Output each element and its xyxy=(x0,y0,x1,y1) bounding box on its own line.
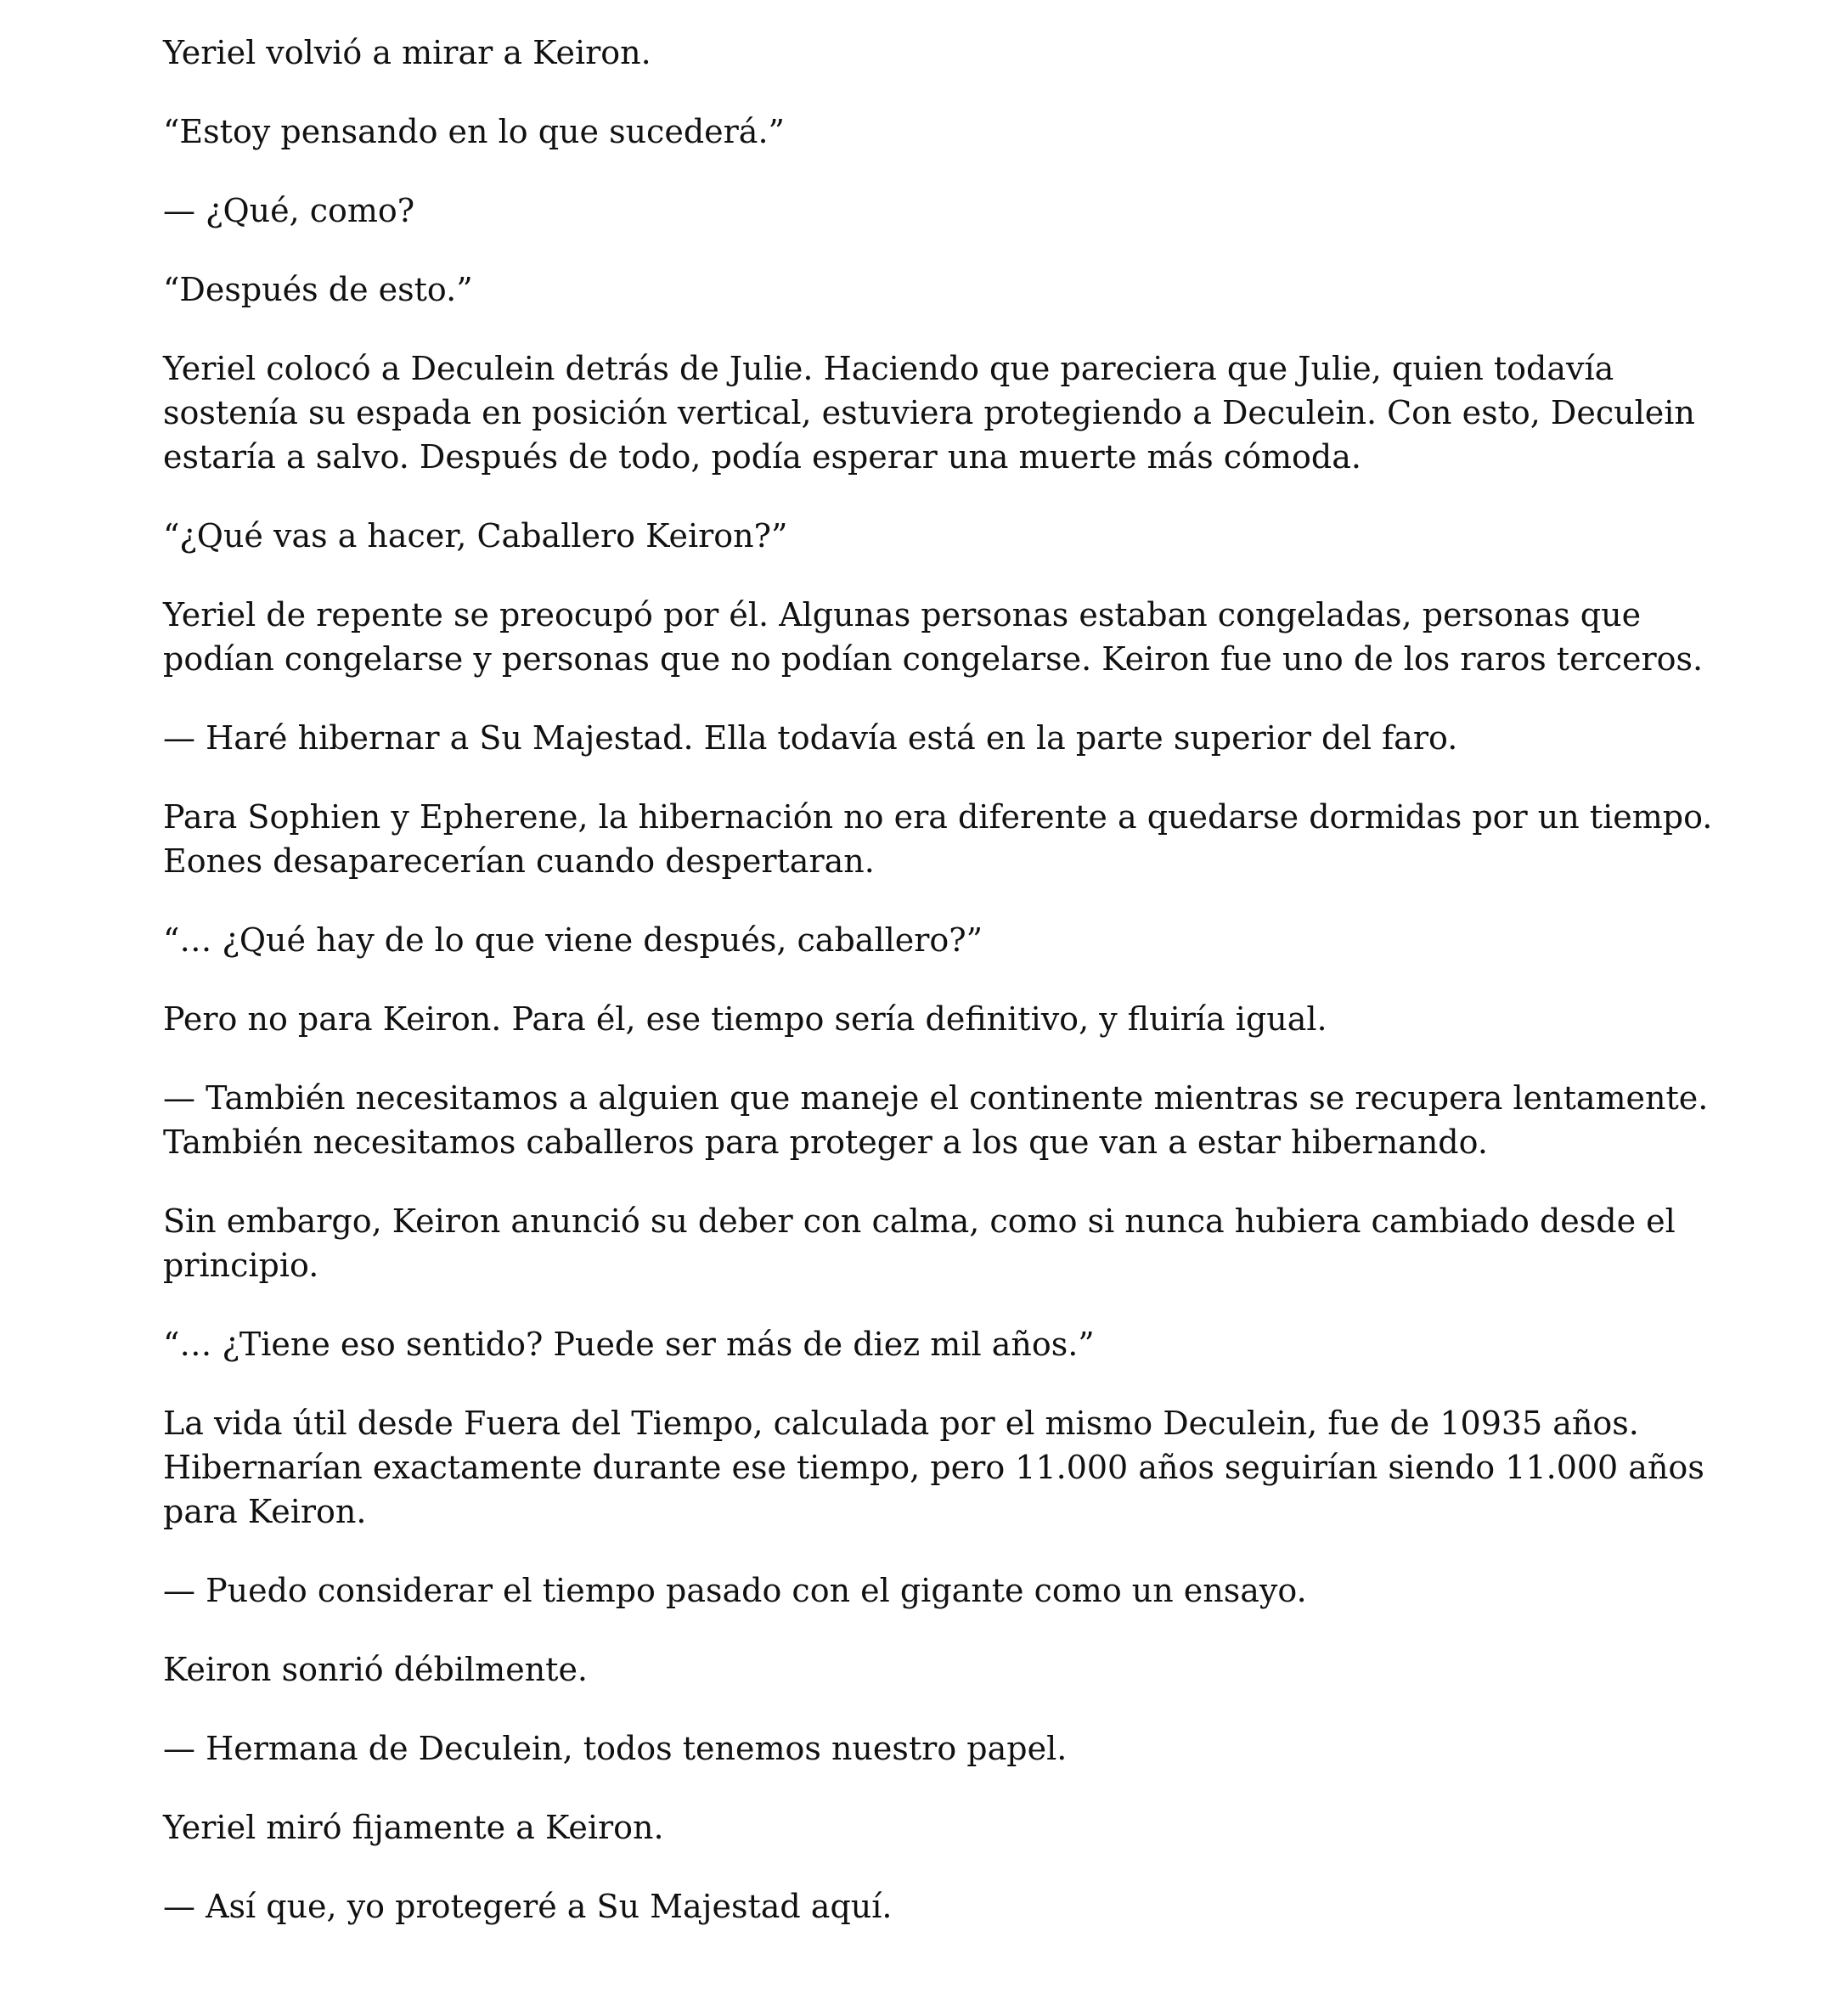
paragraph: Para Sophien y Epherene, la hibernación no era diferente a quedarse dormidas por un tiempo. Eones desaparecerían cuando despertaran. xyxy=(163,798,1713,880)
paragraph: Yeriel volvió a mirar a Keiron. xyxy=(163,34,651,71)
paragraph: La vida útil desde Fuera del Tiempo, calculada por el mismo Deculein, fue de 10935 años. Hibernarían exactamente durante ese tiempo, pero 11.000 años seguirían siendo 11.000 años para Keiron. xyxy=(163,1405,1704,1530)
document-body xyxy=(163,31,1726,1963)
paragraph: “… ¿Qué hay de lo que viene después, caballero?” xyxy=(163,921,983,959)
paragraph: — Hermana de Deculein, todos tenemos nuestro papel. xyxy=(163,1730,1068,1767)
paragraph: Yeriel de repente se preocupó por él. Algunas personas estaban congeladas, personas que podían congelarse y personas que no podían congelarse. Keiron fue uno de los raros terceros. xyxy=(163,596,1704,678)
paragraph: Keiron sonrió débilmente. xyxy=(163,1651,589,1688)
paragraph: Yeriel miró fijamente a Keiron. xyxy=(163,1809,664,1846)
paragraph: — ¿Qué, como? xyxy=(163,192,415,229)
paragraph: Sin embargo, Keiron anunció su deber con calma, como si nunca hubiera cambiado desde el principio. xyxy=(163,1202,1676,1284)
paragraph: Pero no para Keiron. Para él, ese tiempo sería definitivo, y fluiría igual. xyxy=(163,1000,1327,1038)
paragraph: “… ¿Tiene eso sentido? Puede ser más de diez mil años.” xyxy=(163,1326,1095,1363)
paragraph: — Así que, yo protegeré a Su Majestad aquí. xyxy=(163,1888,893,1925)
paragraph: “Estoy pensando en lo que sucederá.” xyxy=(163,113,785,150)
paragraph: “¿Qué vas a hacer, Caballero Keiron?” xyxy=(163,517,788,555)
paragraph: — También necesitamos a alguien que maneje el continente mientras se recupera lentamente. También necesitamos caballeros para proteger a los que van a estar hibernando. xyxy=(163,1079,1709,1161)
paragraph: Yeriel colocó a Deculein detrás de Julie. Haciendo que pareciera que Julie, quien todavía sostenía su espada en posición vertical, estuviera protegiendo a Deculein. Con esto, Deculein estaría a salvo. Después de todo, podía esperar una muerte más cómoda. xyxy=(163,350,1695,476)
paragraph: — Puedo considerar el tiempo pasado con el gigante como un ensayo. xyxy=(163,1572,1307,1609)
paragraph: “Después de esto.” xyxy=(163,271,473,308)
paragraph: — Haré hibernar a Su Majestad. Ella todavía está en la parte superior del faro. xyxy=(163,719,1458,757)
